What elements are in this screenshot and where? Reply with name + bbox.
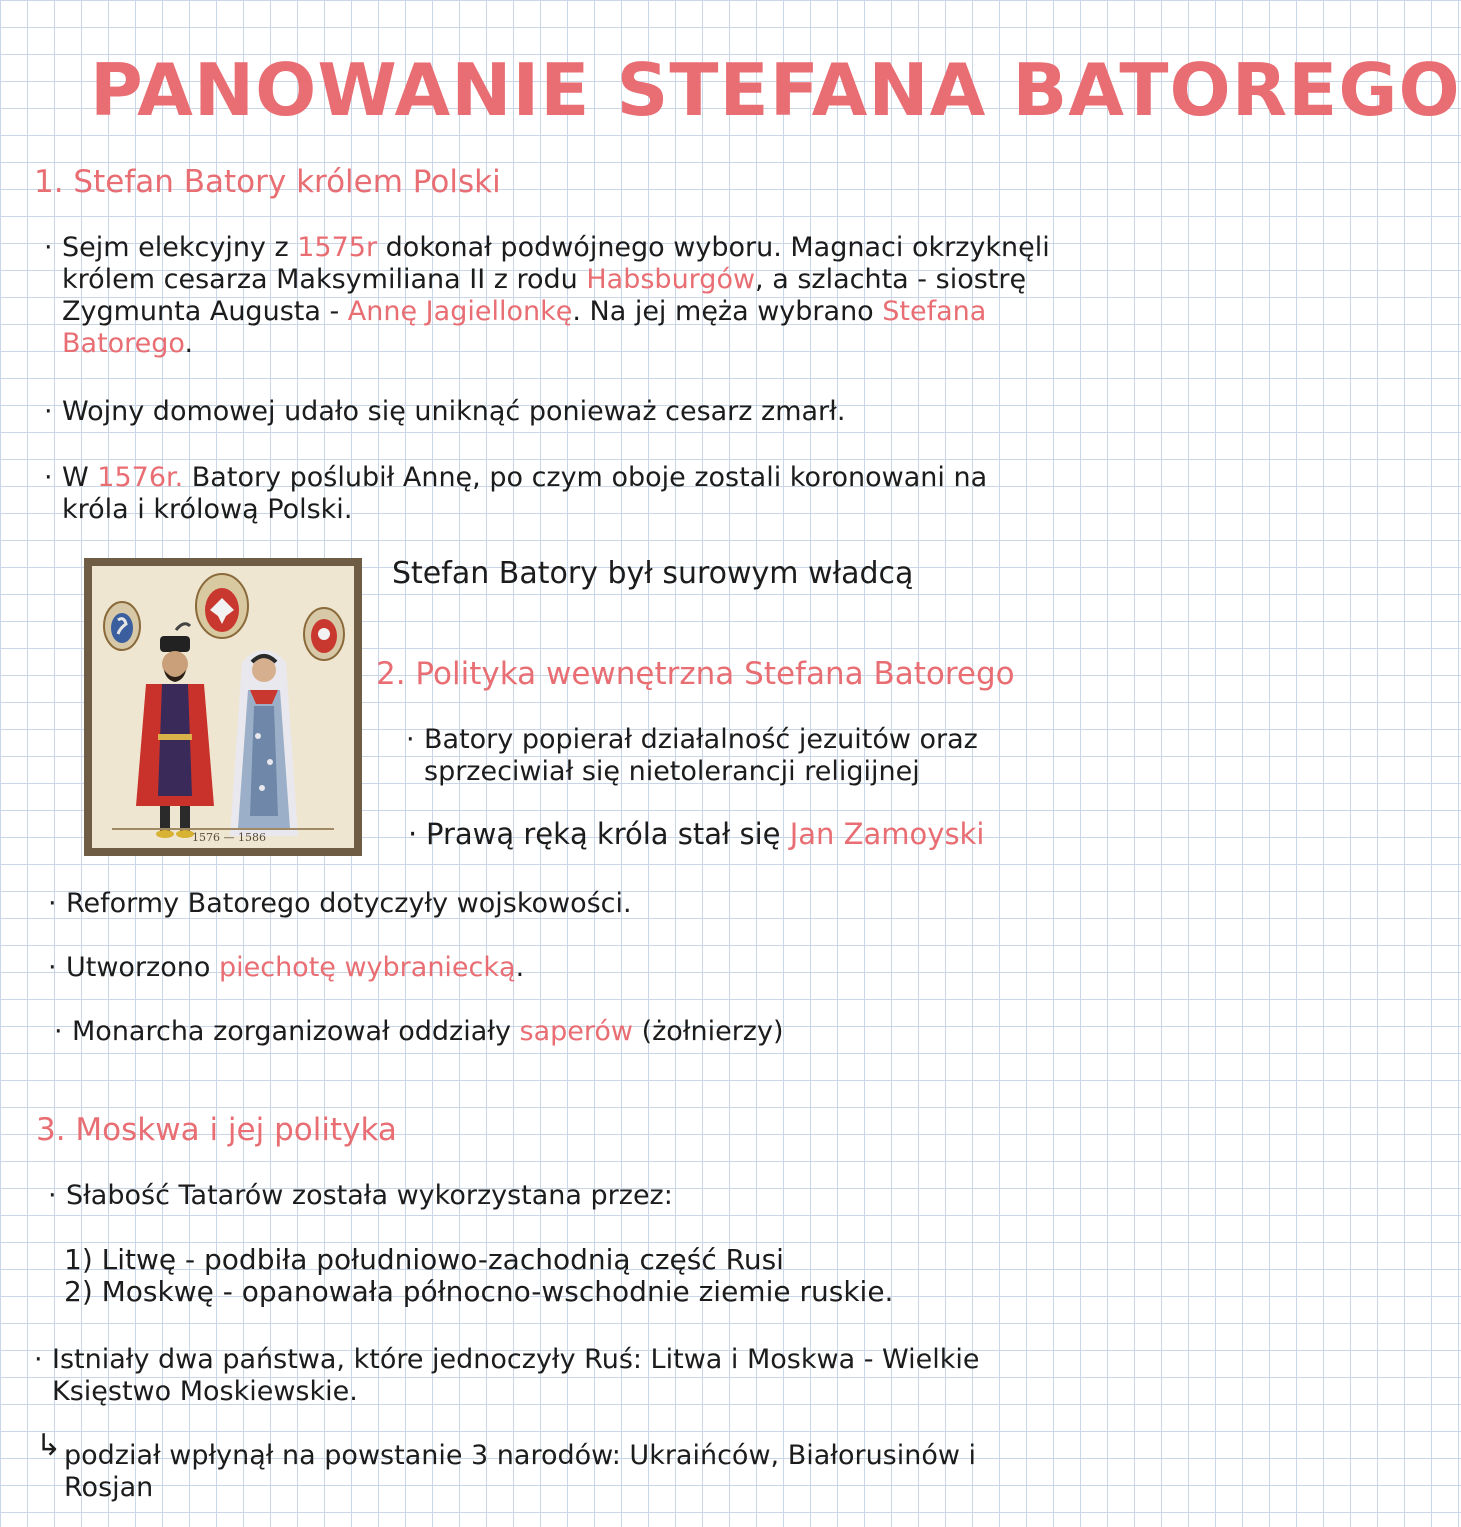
page-title: PANOWANIE STEFANA BATOREGO (90, 48, 1461, 132)
text-span: , a szlachta - siostrę Zygmunta Augusta - (62, 264, 1027, 327)
section-2-heading: 2. Polityka wewnętrzna Stefana Batorego (376, 656, 1015, 692)
painting-caption: 1576 — 1586 (192, 831, 266, 844)
section-3-list (64, 1244, 1054, 1308)
section-1-heading: 1. Stefan Batory królem Polski (34, 164, 501, 200)
highlight-habsburg: Habsburgów (586, 264, 756, 295)
section-1-paragraph-1 (62, 232, 1052, 360)
section-2-paragraph-1: · Batory popierał działalność jezuitów oraz sprzeciwiał się nietolerancji religijnej (424, 724, 984, 788)
queen-figure (230, 650, 298, 836)
painting-canvas (92, 566, 354, 848)
section-1-paragraph-4: Stefan Batory był surowym władcą (392, 556, 914, 591)
highlight-year-1575: 1575r (297, 232, 378, 263)
section-1-paragraph-2: · Wojny domowej udało się uniknąć ponieważ cesarz zmarł. (62, 396, 1052, 428)
highlight-year-1576: 1576r. (97, 462, 184, 493)
section-1-paragraph-3 (62, 462, 1052, 526)
section-3-paragraph-2: · Istniały dwa państwa, które jednoczyły Ruś: Litwa i Moskwa - Wielkie Księstwo Moskiewskie. (52, 1344, 1062, 1408)
section-2-paragraph-2 (426, 818, 1066, 850)
section-3-paragraph-3: podział wpłynął na powstanie 3 narodów: Ukraińców, Białorusinów i Rosjan (64, 1440, 977, 1503)
text-span: Prawą ręką króla stał się (426, 817, 790, 851)
section-2-paragraph-3: · Reformy Batorego dotyczyły wojskowości. (66, 888, 1056, 920)
text-span: . (184, 328, 194, 359)
section-3-heading: 3. Moskwa i jej polityka (36, 1112, 397, 1148)
text-span: (żołnierzy) (633, 1016, 784, 1047)
text-span: Sejm elekcyjny z (62, 232, 298, 263)
text-span: dokonał podwójnego wyboru. Magnaci okrzyknęli królem cesarza Maksymiliana II z rodu (62, 232, 1050, 295)
text-span: Utworzono (66, 952, 219, 983)
section-3-paragraph-1: · Słabość Tatarów została wykorzystana przez: (66, 1180, 1056, 1212)
royal-couple-illustration (92, 566, 354, 848)
arrow-icon: ↳ (36, 1428, 62, 1463)
highlight-piechota: piechotę wybraniecką (218, 952, 516, 983)
highlight-saperzy: saperów (519, 1016, 633, 1047)
text-span: . Na jej męża wybrano (572, 296, 883, 327)
coat-of-arms-left (104, 602, 140, 650)
portrait-painting (84, 558, 362, 856)
text-span: Monarcha zorganizował oddziały (72, 1016, 520, 1047)
list-item: 2) Moskwę - opanowała północno-wschodnie ziemie ruskie. (64, 1275, 894, 1308)
highlight-anna: Annę Jagiellonkę (347, 296, 573, 327)
coat-of-arms-center (196, 574, 248, 638)
highlight-stefan: Stefana Batorego (62, 296, 987, 359)
section-2-paragraph-4 (66, 952, 1056, 984)
text-span: Batory poślubił Annę, po czym oboje zostali koronowani na króla i królową Polski. (62, 462, 988, 525)
list-item: 1) Litwę - podbiła południowo-zachodnią część Rusi (64, 1243, 784, 1276)
text-span: W (62, 462, 98, 493)
section-2-paragraph-5 (72, 1016, 1062, 1048)
text-span: . (515, 952, 525, 983)
king-figure (136, 624, 214, 838)
coat-of-arms-right (304, 608, 344, 660)
highlight-zamoyski: Jan Zamoyski (789, 817, 985, 851)
